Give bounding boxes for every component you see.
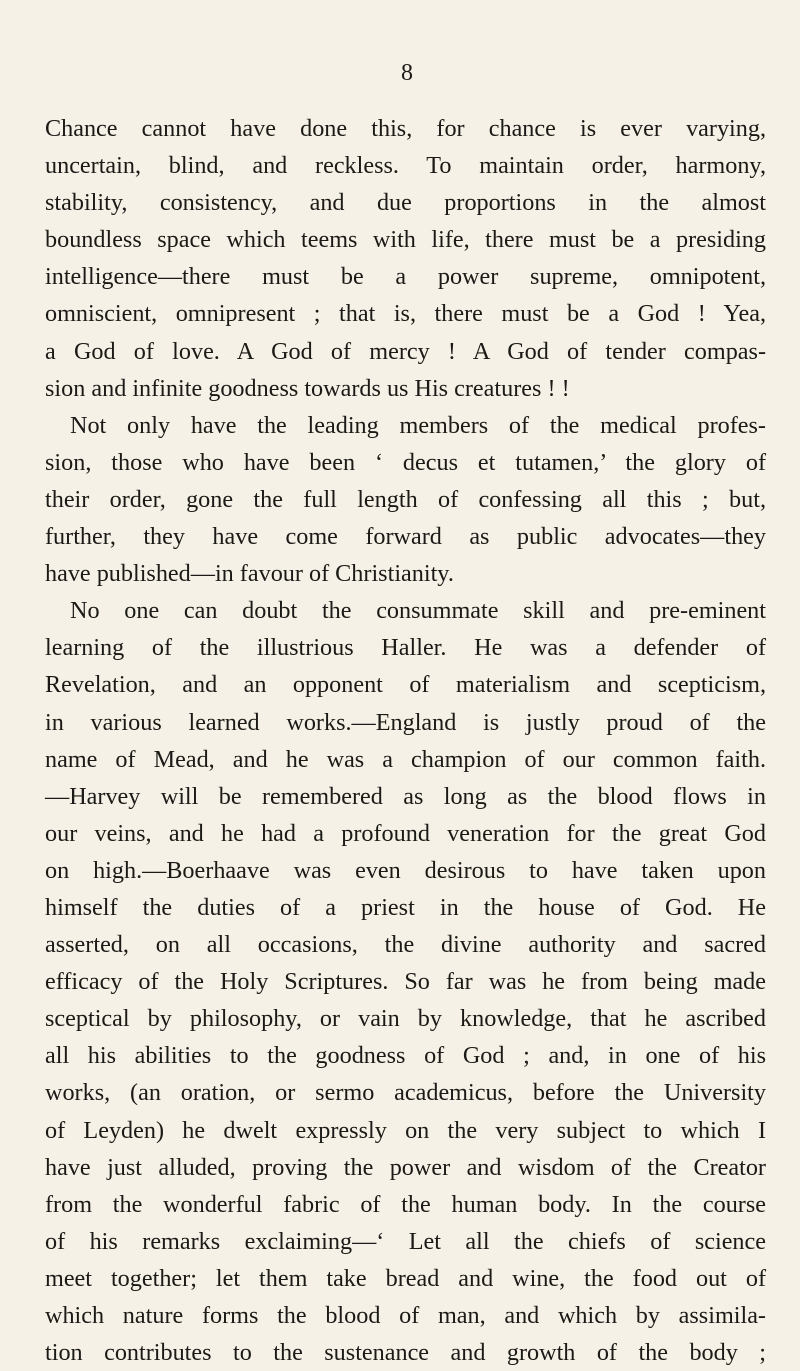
text-line: works, (an oration, or sermo academicus, before the University [45,1079,766,1107]
text-line: stability, consistency, and due proportions in the almost [45,189,766,217]
text-line: boundless space which teems with life, there must be a presiding [45,226,766,254]
text-line: asserted, on all occasions, the divine authority and sacred [45,931,766,959]
text-line: our veins, and he had a profound veneration for the great God [45,819,766,847]
text-line: name of Mead, and he was a champion of our common faith. [45,745,766,773]
text-line: of his remarks exclaiming—‘ Let all the chiefs of science [45,1227,766,1255]
text-line: tion contributes to the sustenance and growth of the body ; [45,1339,766,1367]
text-line: meet together; let them take bread and wine, the food out of [45,1264,766,1292]
body-text [45,110,766,1371]
text-line: learning of the illustrious Haller. He was a defender of [45,634,766,662]
text-line: have published—in favour of Christianity. [45,560,454,588]
text-line: No one can doubt the consummate skill and pre-eminent [70,597,766,625]
text-line: on high.—Boerhaave was even desirous to have taken upon [45,856,766,884]
paragraph [45,110,766,407]
text-line: Revelation, and an opponent of materialism and scepticism, [45,671,766,699]
paragraph [45,407,766,592]
text-line: omniscient, omnipresent ; that is, there must be a God ! Yea, [45,300,766,328]
text-line: sion and infinite goodness towards us His creatures ! ! [45,374,570,402]
text-line: Not only have the leading members of the medical profes- [70,411,766,439]
text-line: sceptical by philosophy, or vain by knowledge, that he ascribed [45,1005,766,1033]
text-line: —Harvey will be remembered as long as the blood flows in [45,782,766,810]
text-line: from the wonderful fabric of the human body. In the course [45,1190,766,1218]
text-line: have just alluded, proving the power and wisdom of the Creator [45,1153,766,1181]
text-line: efficacy of the Holy Scriptures. So far was he from being made [45,968,766,996]
text-line: in various learned works.—England is justly proud of the [45,708,766,736]
text-line: which nature forms the blood of man, and which by assimila- [45,1302,766,1329]
paragraph [45,592,766,1371]
text-line: their order, gone the full length of confessing all this ; but, [45,485,766,513]
text-line: Chance cannot have done this, for chance is ever varying, [45,115,766,142]
text-line: uncertain, blind, and reckless. To maintain order, harmony, [45,152,766,180]
text-line: a God of love. A God of mercy ! A God of tender compas- [45,337,766,365]
text-line: intelligence—there must be a power supreme, omnipotent, [45,263,766,291]
text-line: himself the duties of a priest in the house of God. He [45,893,766,921]
text-line: of Leyden) he dwelt expressly on the very subject to which I [45,1116,766,1144]
text-line: all his abilities to the goodness of God ; and, in one of his [45,1042,766,1070]
text-line: sion, those who have been ‘ decus et tutamen,’ the glory of [45,448,766,476]
page-number: 8 [401,60,413,86]
text-line: further, they have come forward as public advocates—they [45,523,766,551]
